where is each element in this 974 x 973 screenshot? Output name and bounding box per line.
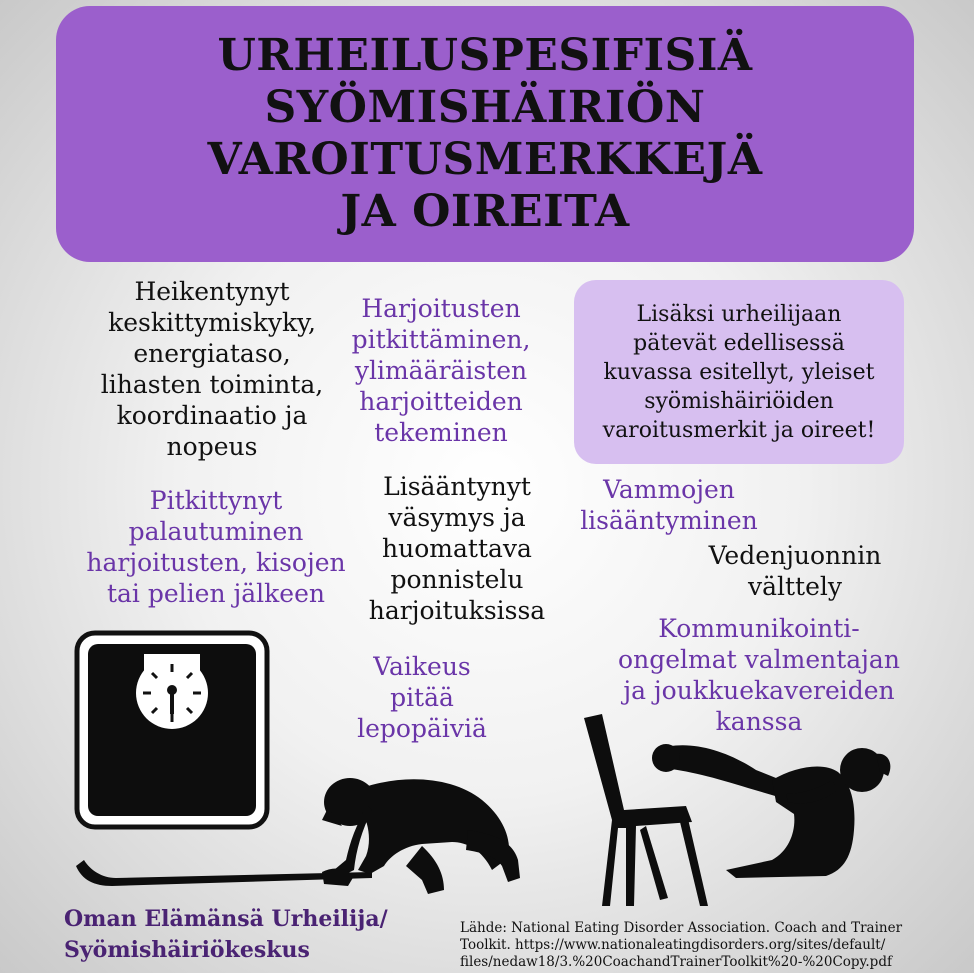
item-fatigue-line: harjoituksissa — [368, 596, 546, 625]
item-concentration-line: keskittymiskyky, — [108, 308, 316, 337]
item-fatigue-line: ponnistelu — [390, 565, 524, 594]
note-line: varoitusmerkit ja oireet! — [602, 417, 876, 443]
title-line-4: JA OIREITA — [340, 186, 630, 237]
title-line-3: VAROITUSMERKKEJÄ — [207, 134, 763, 185]
item-injuries — [566, 474, 772, 536]
source-line: Toolkit. https://www.nationaleatingdisorders.org/sites/default/ — [460, 937, 886, 953]
item-injuries-line: Vammojen — [603, 475, 735, 504]
item-water-line: välttely — [747, 572, 843, 601]
item-concentration — [62, 276, 362, 462]
item-communication-line: kanssa — [715, 707, 803, 736]
item-water — [690, 540, 900, 602]
item-recovery-line: Pitkittynyt — [149, 486, 283, 515]
item-recovery — [66, 485, 366, 609]
item-concentration-line: nopeus — [166, 432, 258, 461]
situp-athlete-icon — [576, 710, 896, 910]
item-communication-line: ongelmat valmentajan — [618, 645, 900, 674]
item-fatigue-line: väsymys ja — [388, 503, 526, 532]
item-concentration-line: lihasten toiminta, — [100, 370, 324, 399]
note-box — [574, 280, 904, 464]
item-communication-line: Kommunikointi- — [658, 614, 860, 643]
item-training-line: tekeminen — [374, 418, 508, 447]
note-line: syömishäiriöiden — [644, 388, 834, 414]
item-training-line: pitkittäminen, — [351, 325, 531, 354]
item-training-line: harjoitteiden — [359, 387, 523, 416]
item-communication-line: ja joukkuekavereiden — [623, 676, 895, 705]
item-recovery-line: harjoitusten, kisojen — [86, 548, 346, 577]
item-training-line: ylimääräisten — [354, 356, 528, 385]
item-fatigue-line: Lisääntynyt — [383, 472, 531, 501]
item-rest-line: Vaikeus — [373, 652, 471, 681]
item-rest-line: lepopäiviä — [357, 714, 487, 743]
item-water-line: Vedenjuonnin — [708, 541, 882, 570]
item-fatigue-line: huomattava — [382, 534, 532, 563]
item-training — [336, 293, 546, 448]
title-line-2: SYÖMISHÄIRIÖN — [264, 82, 706, 133]
item-concentration-line: Heikentynyt — [134, 277, 290, 306]
source-citation — [460, 920, 902, 971]
title-banner — [56, 6, 914, 262]
item-concentration-line: koordinaatio ja — [116, 401, 308, 430]
hockey-player-icon — [72, 770, 532, 900]
item-rest — [340, 651, 504, 744]
organization-credit-line: Oman Elämänsä Urheilija/ — [64, 906, 388, 932]
source-line: files/nedaw18/3.%20CoachandTrainerToolkit%20-%20Copy.pdf — [460, 954, 892, 970]
organization-credit — [64, 904, 388, 966]
title-line-1: URHEILUSPESIFISIÄ — [217, 30, 753, 81]
note-line: pätevät edellisessä — [633, 330, 845, 356]
item-training-line: Harjoitusten — [361, 294, 521, 323]
item-recovery-line: palautuminen — [128, 517, 304, 546]
note-line: kuvassa esitellyt, yleiset — [603, 359, 875, 385]
item-rest-line: pitää — [390, 683, 454, 712]
source-line: Lähde: National Eating Disorder Association. Coach and Trainer — [460, 920, 903, 936]
item-recovery-line: tai pelien jälkeen — [106, 579, 326, 608]
item-concentration-line: energiataso, — [133, 339, 291, 368]
note-line: Lisäksi urheilijaan — [636, 301, 842, 327]
organization-credit-line: Syömishäiriökeskus — [64, 937, 310, 963]
item-fatigue — [352, 471, 562, 626]
item-injuries-line: lisääntyminen — [580, 506, 758, 535]
